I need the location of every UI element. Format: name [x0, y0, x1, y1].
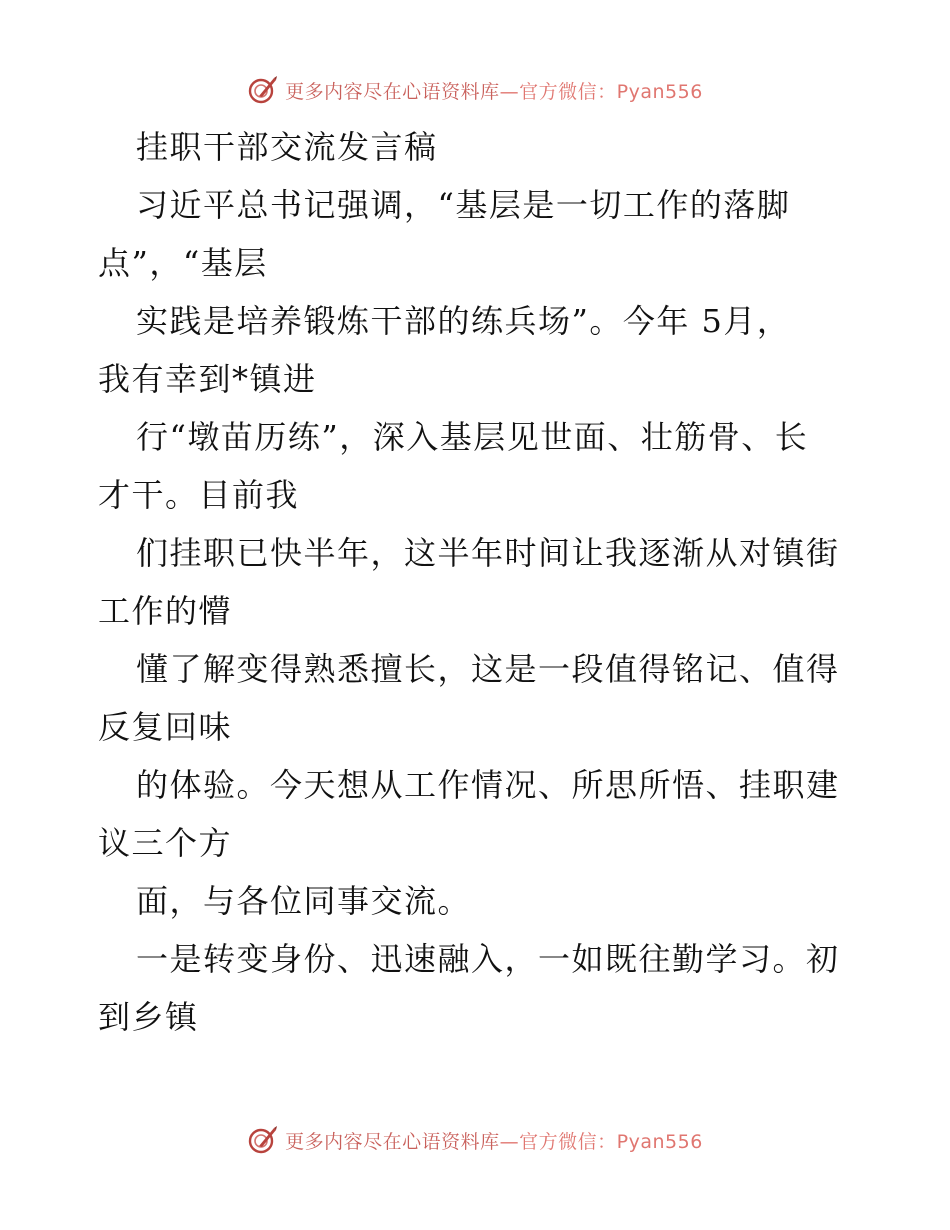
text-line: 实践是培养锻炼干部的练兵场”。今年 5月，: [136, 302, 791, 340]
text-line: 才干。目前我: [98, 476, 300, 514]
text-line: 懂了解变得熟悉擅长，这是一段值得铭记、值得: [136, 650, 840, 688]
watermark-main: 更多内容尽在心语资料库: [285, 1130, 500, 1153]
document-body: [98, 118, 858, 1046]
text-line: 面，与各位同事交流。: [136, 882, 472, 920]
header-watermark: [0, 70, 950, 110]
watermark-tail: —官方微信：Pyan556: [499, 80, 703, 103]
text-line: 习近平总书记强调，“基层是一切工作的落脚: [136, 186, 791, 224]
watermark-group: [247, 1124, 703, 1156]
watermark-text: [285, 1127, 703, 1154]
text-line: 行“墩苗历练”，深入基层见世面、壮筋骨、长: [136, 418, 809, 456]
document-title: 挂职干部交流发言稿: [136, 128, 438, 166]
footer-watermark: [0, 1120, 950, 1160]
text-line: 议三个方: [98, 824, 233, 862]
watermark-text: [285, 77, 703, 104]
text-line: 点”，“基层: [98, 244, 268, 282]
quill-logo-icon: [247, 1124, 279, 1156]
text-line: 们挂职已快半年，这半年时间让我逐渐从对镇街: [136, 534, 840, 572]
text-line: 一是转变身份、迅速融入，一如既往勤学习。初: [136, 940, 840, 978]
watermark-group: [247, 74, 703, 106]
text-line: 的体验。今天想从工作情况、所思所悟、挂职建: [136, 766, 840, 804]
watermark-tail: —官方微信：Pyan556: [499, 1130, 703, 1153]
watermark-main: 更多内容尽在心语资料库: [285, 80, 500, 103]
text-line: 到乡镇: [98, 998, 199, 1036]
text-line: 反复回味: [98, 708, 233, 746]
text-line: 我有幸到*镇进: [98, 360, 317, 398]
quill-logo-icon: [247, 74, 279, 106]
paragraph-lines: [98, 176, 858, 1046]
text-line: 工作的懵: [98, 592, 233, 630]
